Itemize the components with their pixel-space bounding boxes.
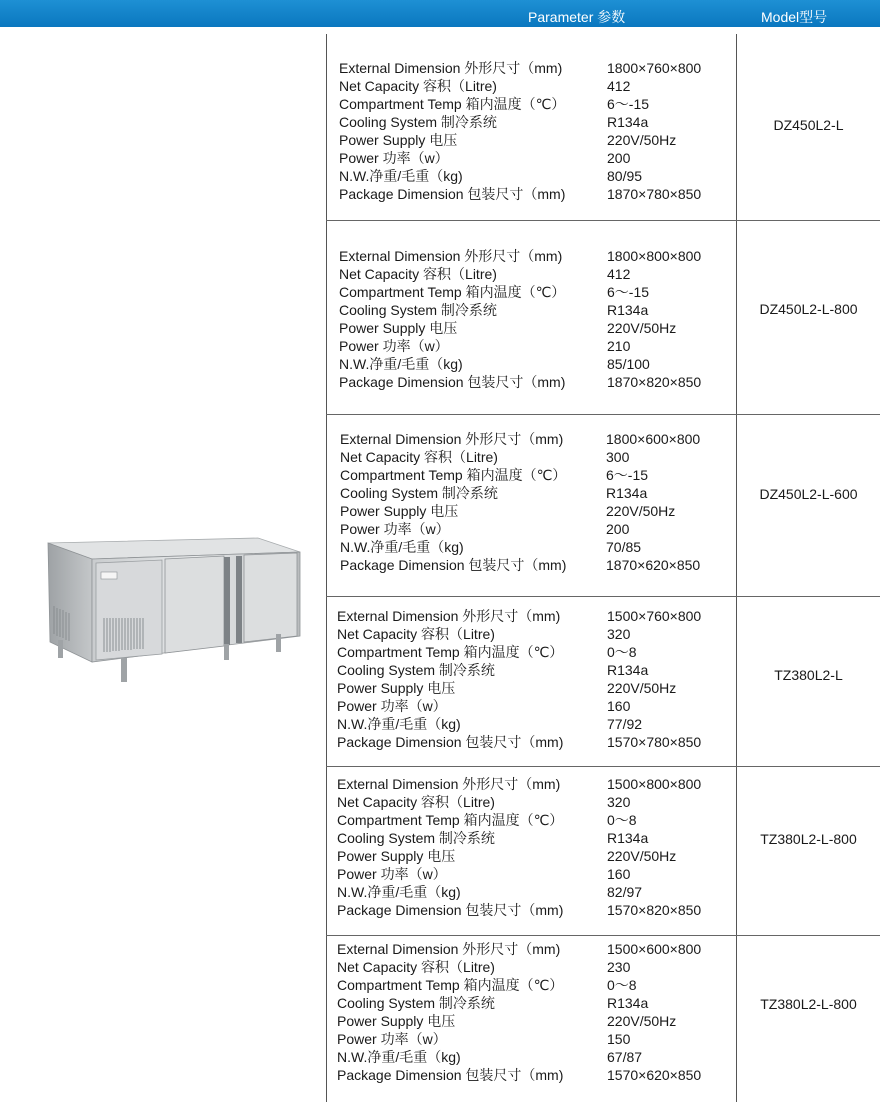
spec-value: 412	[607, 266, 631, 282]
spec-label: Power Supply 电压	[339, 132, 458, 148]
spec-value: 1500×600×800	[607, 941, 702, 957]
spec-label: N.W.净重/毛重（kg)	[337, 884, 461, 900]
spec-label: Power Supply 电压	[339, 320, 458, 336]
model-number: TZ380L2-L	[774, 667, 843, 683]
spec-value: R134a	[607, 662, 649, 678]
spec-value: 1800×800×800	[607, 248, 702, 264]
spec-value: R134a	[607, 995, 649, 1011]
spec-label: External Dimension 外形尺寸（mm)	[337, 941, 561, 957]
spec-label: Package Dimension 包装尺寸（mm)	[337, 902, 564, 918]
spec-label: Net Capacity 容积（Litre)	[339, 78, 497, 94]
spec-label: External Dimension 外形尺寸（mm)	[340, 431, 564, 447]
spec-label: Cooling System 制冷系统	[339, 302, 497, 318]
spec-label: Package Dimension 包装尺寸（mm)	[339, 374, 566, 390]
spec-label: Package Dimension 包装尺寸（mm)	[337, 734, 564, 750]
spec-value: R134a	[606, 485, 648, 501]
model-number: DZ450L2-L-600	[759, 486, 858, 502]
spec-value: 1870×820×850	[607, 374, 702, 390]
spec-label: Power Supply 电压	[337, 848, 456, 864]
spec-label: Compartment Temp 箱内温度（℃）	[340, 467, 567, 483]
spec-label: Cooling System 制冷系统	[337, 830, 495, 846]
spec-label: Package Dimension 包装尺寸（mm)	[337, 1067, 564, 1083]
row-divider	[326, 414, 880, 415]
spec-value: R134a	[607, 830, 649, 846]
spec-value: 220V/50Hz	[607, 848, 677, 864]
spec-label: Package Dimension 包装尺寸（mm)	[340, 557, 567, 573]
spec-value: 1800×600×800	[606, 431, 701, 447]
spec-label: Power 功率（w）	[337, 1031, 447, 1047]
spec-value: 67/87	[607, 1049, 643, 1065]
model-number: DZ450L2-L	[773, 117, 844, 133]
spec-value: 220V/50Hz	[607, 1013, 677, 1029]
spec-value: R134a	[607, 114, 649, 130]
spec-label: Power 功率（w）	[337, 698, 447, 714]
row-divider	[326, 220, 880, 221]
spec-value: 0～8	[607, 812, 637, 828]
spec-value: 200	[607, 150, 631, 166]
spec-label: External Dimension 外形尺寸（mm)	[337, 608, 561, 624]
spec-value: 220V/50Hz	[607, 132, 677, 148]
spec-label: N.W.净重/毛重（kg)	[340, 539, 464, 555]
spec-value: 0～8	[607, 644, 637, 660]
parameter-column-header: Parameter 参数	[528, 9, 626, 25]
spec-label: Compartment Temp 箱内温度（℃）	[337, 644, 564, 660]
spec-value: 6～-15	[606, 467, 649, 483]
spec-value: 85/100	[607, 356, 650, 372]
row-divider	[326, 596, 880, 597]
spec-value: 320	[607, 794, 631, 810]
spec-label: Cooling System 制冷系统	[337, 995, 495, 1011]
spec-label: Power 功率（w）	[337, 866, 447, 882]
spec-label: External Dimension 外形尺寸（mm)	[339, 248, 563, 264]
spec-label: Net Capacity 容积（Litre)	[339, 266, 497, 282]
model-number: TZ380L2-L-800	[760, 996, 857, 1012]
spec-label: Compartment Temp 箱内温度（℃）	[337, 977, 564, 993]
spec-value: 220V/50Hz	[607, 680, 677, 696]
spec-label: Cooling System 制冷系统	[340, 485, 498, 501]
spec-label: External Dimension 外形尺寸（mm)	[337, 776, 561, 792]
spec-value: 1500×800×800	[607, 776, 702, 792]
spec-label: Compartment Temp 箱内温度（℃）	[337, 812, 564, 828]
spec-label: Power 功率（w）	[339, 150, 449, 166]
spec-label: Power 功率（w）	[340, 521, 450, 537]
spec-value: 200	[606, 521, 630, 537]
spec-value: 220V/50Hz	[607, 320, 677, 336]
spec-value: 0～8	[607, 977, 637, 993]
spec-label: External Dimension 外形尺寸（mm)	[339, 60, 563, 76]
spec-label: Power Supply 电压	[337, 680, 456, 696]
model-column-header: Model型号	[761, 9, 828, 25]
table-left-border	[326, 34, 327, 1102]
spec-value: 6～-15	[607, 284, 650, 300]
spec-value: 1870×780×850	[607, 186, 702, 202]
undercounter-refrigerator-image	[46, 530, 304, 685]
spec-value: 1870×620×850	[606, 557, 701, 573]
spec-label: Cooling System 制冷系统	[339, 114, 497, 130]
spec-label: Compartment Temp 箱内温度（℃）	[339, 96, 566, 112]
spec-label: Power 功率（w）	[339, 338, 449, 354]
spec-label: Net Capacity 容积（Litre)	[337, 626, 495, 642]
row-divider	[326, 766, 880, 767]
spec-value: 210	[607, 338, 631, 354]
model-column-divider	[736, 34, 737, 1102]
spec-value: R134a	[607, 302, 649, 318]
spec-label: Net Capacity 容积（Litre)	[340, 449, 498, 465]
spec-value: 160	[607, 866, 631, 882]
spec-value: 70/85	[606, 539, 642, 555]
spec-value: 320	[607, 626, 631, 642]
spec-value: 1800×760×800	[607, 60, 702, 76]
spec-value: 1570×620×850	[607, 1067, 702, 1083]
spec-label: N.W.净重/毛重（kg)	[339, 356, 463, 372]
spec-value: 150	[607, 1031, 631, 1047]
spec-value: 160	[607, 698, 631, 714]
spec-value: 1570×820×850	[607, 902, 702, 918]
spec-label: Cooling System 制冷系统	[337, 662, 495, 678]
spec-label: Compartment Temp 箱内温度（℃）	[339, 284, 566, 300]
header-bar	[0, 0, 880, 27]
spec-label: Net Capacity 容积（Litre)	[337, 794, 495, 810]
spec-label: N.W.净重/毛重（kg)	[337, 1049, 461, 1065]
spec-label: Power Supply 电压	[337, 1013, 456, 1029]
spec-value: 6～-15	[607, 96, 650, 112]
spec-value: 1500×760×800	[607, 608, 702, 624]
spec-label: N.W.净重/毛重（kg)	[337, 716, 461, 732]
spec-value: 1570×780×850	[607, 734, 702, 750]
model-number: DZ450L2-L-800	[759, 301, 858, 317]
spec-value: 77/92	[607, 716, 643, 732]
spec-value: 80/95	[607, 168, 643, 184]
spec-value: 412	[607, 78, 631, 94]
spec-value: 220V/50Hz	[606, 503, 676, 519]
model-number: TZ380L2-L-800	[760, 831, 857, 847]
spec-label: Package Dimension 包装尺寸（mm)	[339, 186, 566, 202]
spec-value: 300	[606, 449, 630, 465]
spec-label: Net Capacity 容积（Litre)	[337, 959, 495, 975]
spec-value: 82/97	[607, 884, 643, 900]
spec-value: 230	[607, 959, 631, 975]
spec-label: N.W.净重/毛重（kg)	[339, 168, 463, 184]
spec-label: Power Supply 电压	[340, 503, 459, 519]
row-divider	[326, 935, 880, 936]
